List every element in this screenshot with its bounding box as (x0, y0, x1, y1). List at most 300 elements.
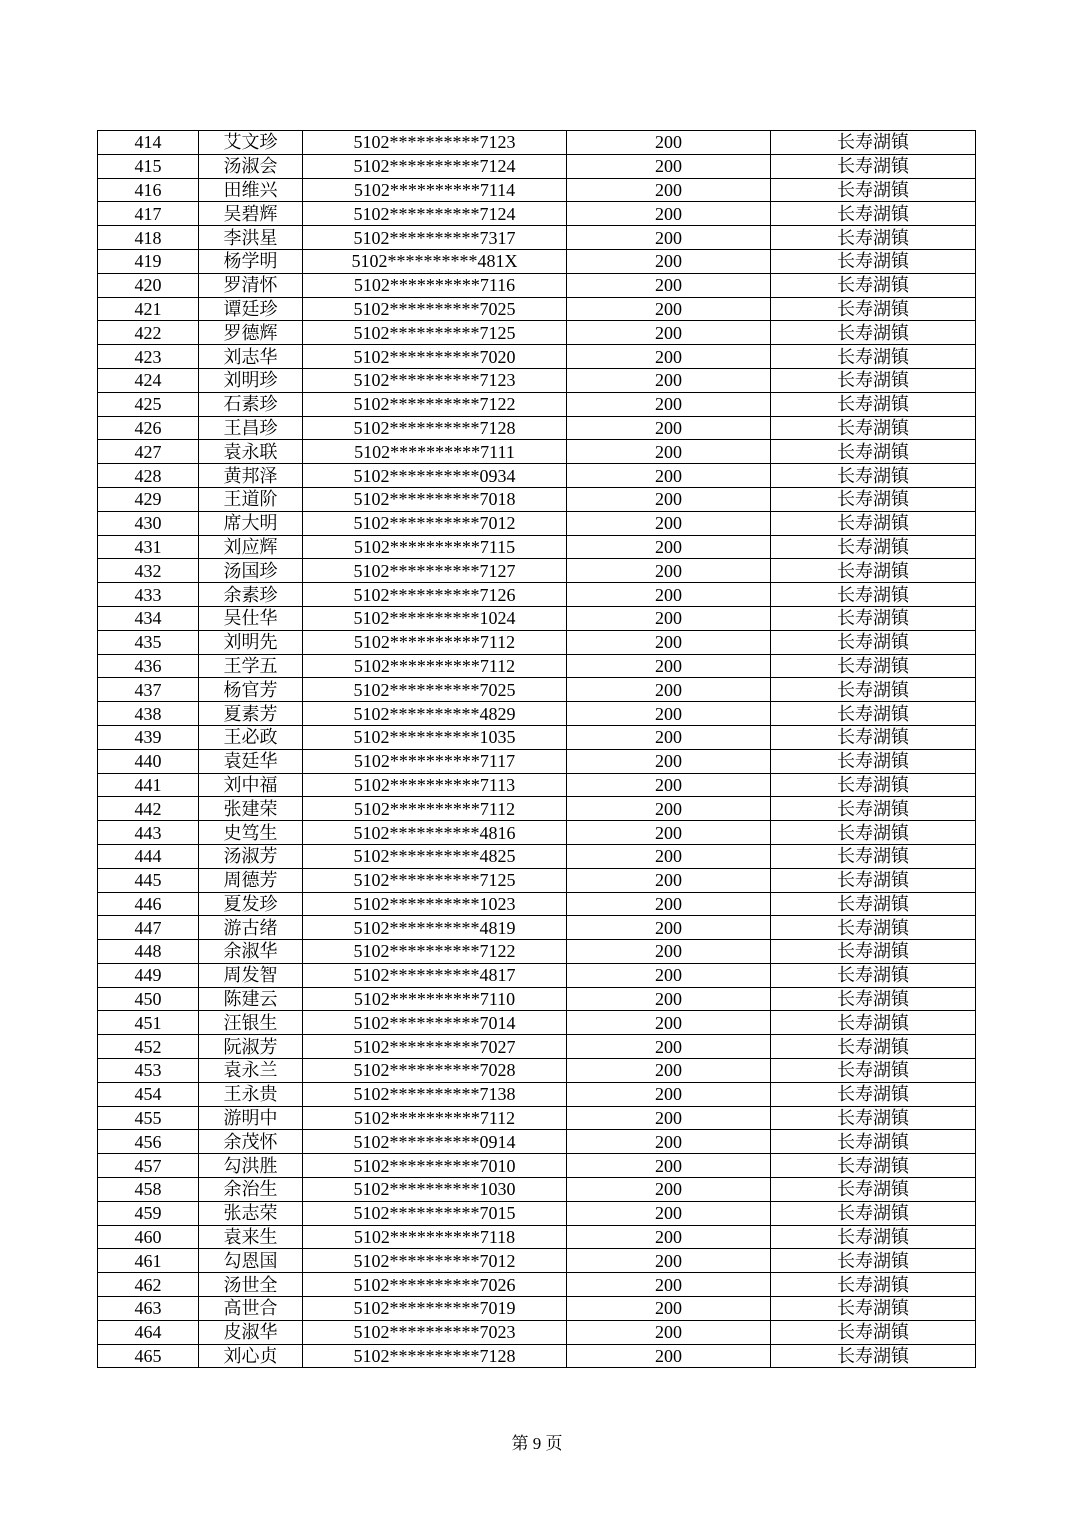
town-cell: 长寿湖镇 (771, 1011, 976, 1035)
page-number: 第 9 页 (511, 1434, 563, 1453)
amount-cell: 200 (567, 1011, 771, 1035)
town-cell: 长寿湖镇 (771, 749, 976, 773)
id-number-cell: 5102**********7012 (303, 511, 567, 535)
town-cell: 长寿湖镇 (771, 1082, 976, 1106)
id-number-cell: 5102**********7124 (303, 154, 567, 178)
town-cell: 长寿湖镇 (771, 511, 976, 535)
table-row (98, 511, 976, 535)
name-cell: 王学五 (199, 654, 303, 678)
table-row (98, 1225, 976, 1249)
name-cell: 史笃生 (199, 821, 303, 845)
id-number-cell: 5102**********7122 (303, 392, 567, 416)
id-number-cell: 5102**********1024 (303, 606, 567, 630)
amount-cell: 200 (567, 1225, 771, 1249)
amount-cell: 200 (567, 987, 771, 1011)
row-number-cell: 425 (98, 392, 199, 416)
row-number-cell: 442 (98, 797, 199, 821)
row-number-cell: 419 (98, 249, 199, 273)
id-number-cell: 5102**********4825 (303, 844, 567, 868)
town-cell: 长寿湖镇 (771, 154, 976, 178)
row-number-cell: 463 (98, 1297, 199, 1321)
amount-cell: 200 (567, 606, 771, 630)
id-number-cell: 5102**********7019 (303, 1297, 567, 1321)
name-cell: 刘明先 (199, 630, 303, 654)
row-number-cell: 434 (98, 606, 199, 630)
name-cell: 刘心贞 (199, 1344, 303, 1368)
town-cell: 长寿湖镇 (771, 630, 976, 654)
town-cell: 长寿湖镇 (771, 1154, 976, 1178)
amount-cell: 200 (567, 1201, 771, 1225)
town-cell: 长寿湖镇 (771, 892, 976, 916)
amount-cell: 200 (567, 868, 771, 892)
amount-cell: 200 (567, 1297, 771, 1321)
town-cell: 长寿湖镇 (771, 1320, 976, 1344)
town-cell: 长寿湖镇 (771, 606, 976, 630)
name-cell: 周德芳 (199, 868, 303, 892)
table-row (98, 1035, 976, 1059)
table-row (98, 987, 976, 1011)
town-cell: 长寿湖镇 (771, 868, 976, 892)
row-number-cell: 435 (98, 630, 199, 654)
amount-cell: 200 (567, 797, 771, 821)
id-number-cell: 5102**********1035 (303, 725, 567, 749)
town-cell: 长寿湖镇 (771, 773, 976, 797)
id-number-cell: 5102**********7124 (303, 202, 567, 226)
table-row (98, 131, 976, 155)
amount-cell: 200 (567, 202, 771, 226)
name-cell: 余淑华 (199, 940, 303, 964)
id-number-cell: 5102**********4817 (303, 963, 567, 987)
row-number-cell: 433 (98, 583, 199, 607)
name-cell: 罗清怀 (199, 273, 303, 297)
id-number-cell: 5102**********7127 (303, 559, 567, 583)
row-number-cell: 422 (98, 321, 199, 345)
row-number-cell: 443 (98, 821, 199, 845)
table-row (98, 154, 976, 178)
name-cell: 刘应辉 (199, 535, 303, 559)
amount-cell: 200 (567, 1106, 771, 1130)
amount-cell: 200 (567, 1082, 771, 1106)
id-number-cell: 5102**********7014 (303, 1011, 567, 1035)
table-row (98, 678, 976, 702)
name-cell: 李洪星 (199, 226, 303, 250)
name-cell: 余治生 (199, 1178, 303, 1202)
id-number-cell: 5102**********7138 (303, 1082, 567, 1106)
town-cell: 长寿湖镇 (771, 416, 976, 440)
id-number-cell: 5102**********7114 (303, 178, 567, 202)
table-row (98, 844, 976, 868)
table-row (98, 749, 976, 773)
town-cell: 长寿湖镇 (771, 321, 976, 345)
name-cell: 阮淑芳 (199, 1035, 303, 1059)
name-cell: 黄邦泽 (199, 464, 303, 488)
row-number-cell: 432 (98, 559, 199, 583)
table-row (98, 725, 976, 749)
amount-cell: 200 (567, 226, 771, 250)
name-cell: 勾恩国 (199, 1249, 303, 1273)
id-number-cell: 5102**********7025 (303, 297, 567, 321)
id-number-cell: 5102**********7012 (303, 1249, 567, 1273)
roster-table-body (98, 131, 976, 1368)
amount-cell: 200 (567, 1059, 771, 1083)
table-row (98, 202, 976, 226)
table-row (98, 892, 976, 916)
row-number-cell: 453 (98, 1059, 199, 1083)
row-number-cell: 458 (98, 1178, 199, 1202)
amount-cell: 200 (567, 963, 771, 987)
amount-cell: 200 (567, 749, 771, 773)
table-row (98, 416, 976, 440)
row-number-cell: 427 (98, 440, 199, 464)
town-cell: 长寿湖镇 (771, 678, 976, 702)
row-number-cell: 430 (98, 511, 199, 535)
row-number-cell: 416 (98, 178, 199, 202)
row-number-cell: 452 (98, 1035, 199, 1059)
name-cell: 汤淑会 (199, 154, 303, 178)
row-number-cell: 454 (98, 1082, 199, 1106)
table-row (98, 1082, 976, 1106)
row-number-cell: 447 (98, 916, 199, 940)
town-cell: 长寿湖镇 (771, 963, 976, 987)
id-number-cell: 5102**********7112 (303, 630, 567, 654)
id-number-cell: 5102**********7110 (303, 987, 567, 1011)
name-cell: 余茂怀 (199, 1130, 303, 1154)
amount-cell: 200 (567, 702, 771, 726)
amount-cell: 200 (567, 844, 771, 868)
row-number-cell: 424 (98, 368, 199, 392)
town-cell: 长寿湖镇 (771, 1344, 976, 1368)
id-number-cell: 5102**********1030 (303, 1178, 567, 1202)
amount-cell: 200 (567, 297, 771, 321)
row-number-cell: 436 (98, 654, 199, 678)
table-row (98, 654, 976, 678)
table-row (98, 535, 976, 559)
town-cell: 长寿湖镇 (771, 725, 976, 749)
row-number-cell: 426 (98, 416, 199, 440)
name-cell: 袁来生 (199, 1225, 303, 1249)
table-row (98, 702, 976, 726)
row-number-cell: 450 (98, 987, 199, 1011)
amount-cell: 200 (567, 940, 771, 964)
name-cell: 吴仕华 (199, 606, 303, 630)
amount-cell: 200 (567, 1035, 771, 1059)
amount-cell: 200 (567, 273, 771, 297)
table-row (98, 1059, 976, 1083)
id-number-cell: 5102**********7123 (303, 368, 567, 392)
table-row (98, 559, 976, 583)
town-cell: 长寿湖镇 (771, 940, 976, 964)
id-number-cell: 5102**********4829 (303, 702, 567, 726)
town-cell: 长寿湖镇 (771, 987, 976, 1011)
table-row (98, 1201, 976, 1225)
name-cell: 汤世全 (199, 1273, 303, 1297)
id-number-cell: 5102**********7010 (303, 1154, 567, 1178)
table-row (98, 1178, 976, 1202)
id-number-cell: 5102**********7112 (303, 1106, 567, 1130)
table-row (98, 1344, 976, 1368)
row-number-cell: 461 (98, 1249, 199, 1273)
town-cell: 长寿湖镇 (771, 226, 976, 250)
name-cell: 王必政 (199, 725, 303, 749)
id-number-cell: 5102**********7122 (303, 940, 567, 964)
name-cell: 田维兴 (199, 178, 303, 202)
town-cell: 长寿湖镇 (771, 345, 976, 369)
row-number-cell: 465 (98, 1344, 199, 1368)
name-cell: 夏发珍 (199, 892, 303, 916)
row-number-cell: 444 (98, 844, 199, 868)
table-row (98, 1273, 976, 1297)
amount-cell: 200 (567, 1130, 771, 1154)
table-row (98, 464, 976, 488)
id-number-cell: 5102**********7028 (303, 1059, 567, 1083)
row-number-cell: 451 (98, 1011, 199, 1035)
town-cell: 长寿湖镇 (771, 464, 976, 488)
town-cell: 长寿湖镇 (771, 844, 976, 868)
town-cell: 长寿湖镇 (771, 1297, 976, 1321)
table-row (98, 487, 976, 511)
town-cell: 长寿湖镇 (771, 916, 976, 940)
table-row (98, 1130, 976, 1154)
table-row (98, 583, 976, 607)
town-cell: 长寿湖镇 (771, 487, 976, 511)
town-cell: 长寿湖镇 (771, 1249, 976, 1273)
town-cell: 长寿湖镇 (771, 1178, 976, 1202)
amount-cell: 200 (567, 464, 771, 488)
amount-cell: 200 (567, 1249, 771, 1273)
town-cell: 长寿湖镇 (771, 821, 976, 845)
name-cell: 刘志华 (199, 345, 303, 369)
town-cell: 长寿湖镇 (771, 1035, 976, 1059)
name-cell: 周发智 (199, 963, 303, 987)
name-cell: 余素珍 (199, 583, 303, 607)
row-number-cell: 455 (98, 1106, 199, 1130)
table-row (98, 440, 976, 464)
name-cell: 汪银生 (199, 1011, 303, 1035)
id-number-cell: 5102**********7113 (303, 773, 567, 797)
id-number-cell: 5102**********0934 (303, 464, 567, 488)
amount-cell: 200 (567, 1320, 771, 1344)
amount-cell: 200 (567, 1273, 771, 1297)
name-cell: 吴碧辉 (199, 202, 303, 226)
town-cell: 长寿湖镇 (771, 797, 976, 821)
row-number-cell: 448 (98, 940, 199, 964)
id-number-cell: 5102**********7128 (303, 416, 567, 440)
name-cell: 袁永兰 (199, 1059, 303, 1083)
row-number-cell: 459 (98, 1201, 199, 1225)
amount-cell: 200 (567, 487, 771, 511)
amount-cell: 200 (567, 630, 771, 654)
row-number-cell: 457 (98, 1154, 199, 1178)
id-number-cell: 5102**********1023 (303, 892, 567, 916)
row-number-cell: 464 (98, 1320, 199, 1344)
table-row (98, 868, 976, 892)
name-cell: 罗德辉 (199, 321, 303, 345)
table-row (98, 821, 976, 845)
amount-cell: 200 (567, 583, 771, 607)
name-cell: 汤淑芳 (199, 844, 303, 868)
id-number-cell: 5102**********7026 (303, 1273, 567, 1297)
name-cell: 席大明 (199, 511, 303, 535)
row-number-cell: 460 (98, 1225, 199, 1249)
table-row (98, 940, 976, 964)
id-number-cell: 5102**********7112 (303, 654, 567, 678)
id-number-cell: 5102**********7317 (303, 226, 567, 250)
table-row (98, 1320, 976, 1344)
roster-table (97, 130, 976, 1368)
row-number-cell: 439 (98, 725, 199, 749)
id-number-cell: 5102**********7118 (303, 1225, 567, 1249)
id-number-cell: 5102**********0914 (303, 1130, 567, 1154)
amount-cell: 200 (567, 1344, 771, 1368)
name-cell: 汤国珍 (199, 559, 303, 583)
table-row (98, 345, 976, 369)
name-cell: 皮淑华 (199, 1320, 303, 1344)
id-number-cell: 5102**********7123 (303, 131, 567, 155)
amount-cell: 200 (567, 916, 771, 940)
table-row (98, 321, 976, 345)
row-number-cell: 414 (98, 131, 199, 155)
row-number-cell: 420 (98, 273, 199, 297)
row-number-cell: 415 (98, 154, 199, 178)
amount-cell: 200 (567, 345, 771, 369)
amount-cell: 200 (567, 178, 771, 202)
town-cell: 长寿湖镇 (771, 654, 976, 678)
id-number-cell: 5102**********7117 (303, 749, 567, 773)
table-row (98, 1011, 976, 1035)
row-number-cell: 440 (98, 749, 199, 773)
table-row (98, 797, 976, 821)
amount-cell: 200 (567, 773, 771, 797)
id-number-cell: 5102**********7125 (303, 868, 567, 892)
town-cell: 长寿湖镇 (771, 1201, 976, 1225)
table-row (98, 1154, 976, 1178)
id-number-cell: 5102**********481X (303, 249, 567, 273)
amount-cell: 200 (567, 321, 771, 345)
town-cell: 长寿湖镇 (771, 1106, 976, 1130)
row-number-cell: 456 (98, 1130, 199, 1154)
amount-cell: 200 (567, 654, 771, 678)
id-number-cell: 5102**********7020 (303, 345, 567, 369)
table-row (98, 916, 976, 940)
table-row (98, 1249, 976, 1273)
id-number-cell: 5102**********7023 (303, 1320, 567, 1344)
town-cell: 长寿湖镇 (771, 297, 976, 321)
town-cell: 长寿湖镇 (771, 440, 976, 464)
row-number-cell: 438 (98, 702, 199, 726)
row-number-cell: 428 (98, 464, 199, 488)
name-cell: 高世合 (199, 1297, 303, 1321)
row-number-cell: 417 (98, 202, 199, 226)
table-row (98, 226, 976, 250)
name-cell: 王永贵 (199, 1082, 303, 1106)
amount-cell: 200 (567, 559, 771, 583)
row-number-cell: 445 (98, 868, 199, 892)
town-cell: 长寿湖镇 (771, 178, 976, 202)
table-row (98, 773, 976, 797)
amount-cell: 200 (567, 1154, 771, 1178)
amount-cell: 200 (567, 725, 771, 749)
town-cell: 长寿湖镇 (771, 273, 976, 297)
town-cell: 长寿湖镇 (771, 249, 976, 273)
id-number-cell: 5102**********7025 (303, 678, 567, 702)
row-number-cell: 437 (98, 678, 199, 702)
amount-cell: 200 (567, 678, 771, 702)
id-number-cell: 5102**********7015 (303, 1201, 567, 1225)
name-cell: 王昌珍 (199, 416, 303, 440)
row-number-cell: 449 (98, 963, 199, 987)
row-number-cell: 418 (98, 226, 199, 250)
name-cell: 石素珍 (199, 392, 303, 416)
town-cell: 长寿湖镇 (771, 535, 976, 559)
id-number-cell: 5102**********7018 (303, 487, 567, 511)
table-row (98, 606, 976, 630)
table-row (98, 392, 976, 416)
name-cell: 游古绪 (199, 916, 303, 940)
row-number-cell: 429 (98, 487, 199, 511)
table-row (98, 273, 976, 297)
name-cell: 夏素芳 (199, 702, 303, 726)
table-row (98, 368, 976, 392)
name-cell: 游明中 (199, 1106, 303, 1130)
town-cell: 长寿湖镇 (771, 583, 976, 607)
id-number-cell: 5102**********7128 (303, 1344, 567, 1368)
name-cell: 艾文珍 (199, 131, 303, 155)
town-cell: 长寿湖镇 (771, 1130, 976, 1154)
name-cell: 张志荣 (199, 1201, 303, 1225)
id-number-cell: 5102**********7027 (303, 1035, 567, 1059)
id-number-cell: 5102**********7115 (303, 535, 567, 559)
town-cell: 长寿湖镇 (771, 368, 976, 392)
amount-cell: 200 (567, 1178, 771, 1202)
town-cell: 长寿湖镇 (771, 559, 976, 583)
id-number-cell: 5102**********7126 (303, 583, 567, 607)
name-cell: 勾洪胜 (199, 1154, 303, 1178)
amount-cell: 200 (567, 416, 771, 440)
id-number-cell: 5102**********4816 (303, 821, 567, 845)
amount-cell: 200 (567, 892, 771, 916)
table-row (98, 1297, 976, 1321)
id-number-cell: 5102**********7112 (303, 797, 567, 821)
name-cell: 刘中福 (199, 773, 303, 797)
amount-cell: 200 (567, 249, 771, 273)
amount-cell: 200 (567, 821, 771, 845)
table-row (98, 178, 976, 202)
town-cell: 长寿湖镇 (771, 131, 976, 155)
name-cell: 袁廷华 (199, 749, 303, 773)
table-row (98, 963, 976, 987)
row-number-cell: 446 (98, 892, 199, 916)
name-cell: 杨学明 (199, 249, 303, 273)
town-cell: 长寿湖镇 (771, 392, 976, 416)
name-cell: 王道阶 (199, 487, 303, 511)
table-row (98, 630, 976, 654)
row-number-cell: 441 (98, 773, 199, 797)
amount-cell: 200 (567, 535, 771, 559)
amount-cell: 200 (567, 392, 771, 416)
amount-cell: 200 (567, 154, 771, 178)
town-cell: 长寿湖镇 (771, 202, 976, 226)
table-row (98, 1106, 976, 1130)
name-cell: 袁永联 (199, 440, 303, 464)
table-row (98, 297, 976, 321)
town-cell: 长寿湖镇 (771, 1273, 976, 1297)
amount-cell: 200 (567, 368, 771, 392)
amount-cell: 200 (567, 440, 771, 464)
id-number-cell: 5102**********4819 (303, 916, 567, 940)
row-number-cell: 462 (98, 1273, 199, 1297)
town-cell: 长寿湖镇 (771, 1059, 976, 1083)
row-number-cell: 423 (98, 345, 199, 369)
